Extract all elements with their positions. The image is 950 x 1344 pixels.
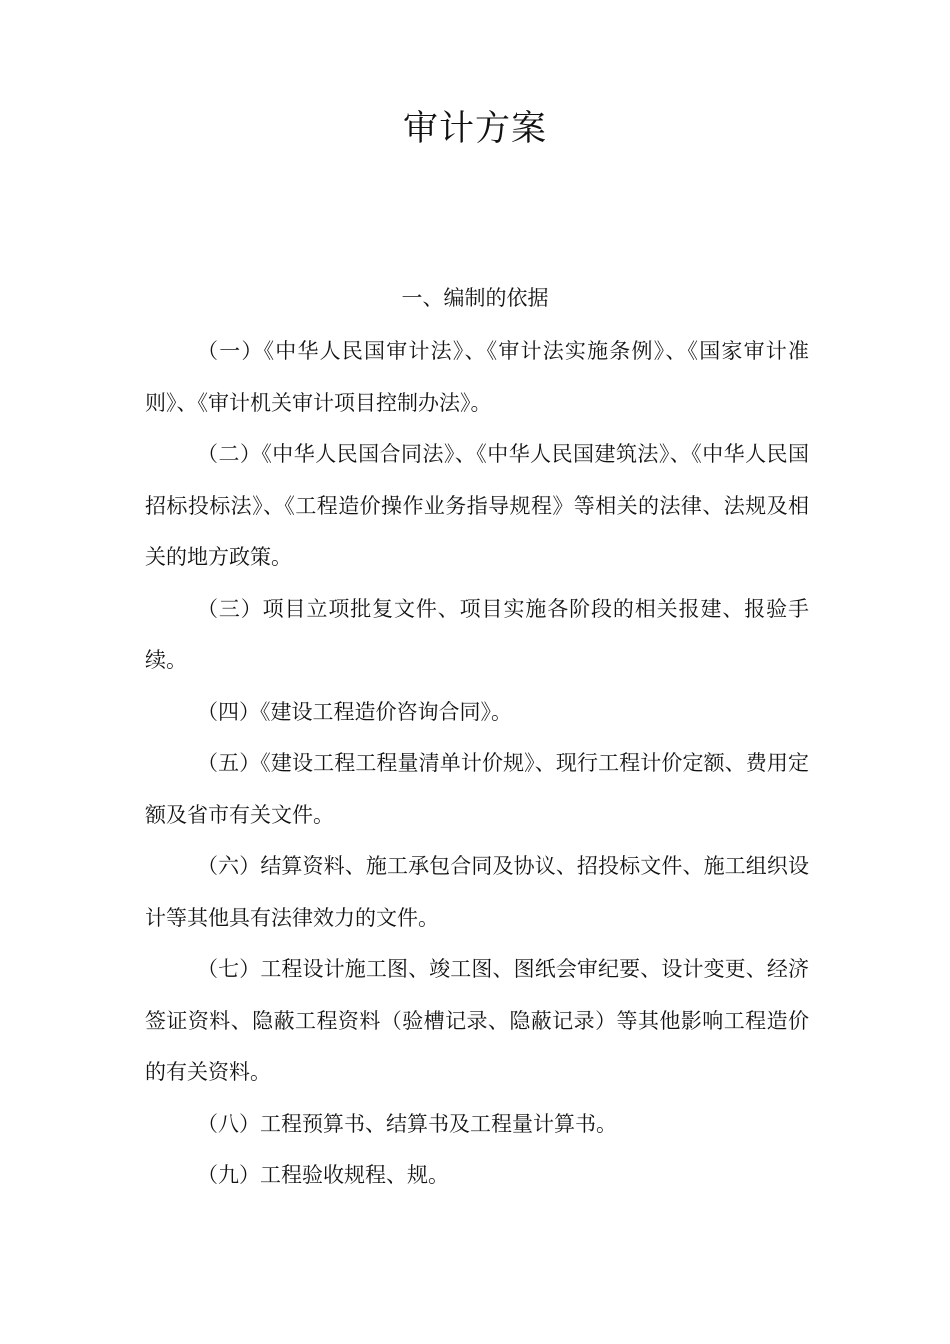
paragraph-1: （一）《中华人民国审计法》、《审计法实施条例》、《国家审计准则》、《审计机关审计项目控制办法》。 [145, 339, 809, 415]
paragraph-2: （二）《中华人民国合同法》、《中华人民国建筑法》、《中华人民国招标投标法》、《工程造价操作业务指导规程》等相关的法律、法规及相关的地方政策。 [145, 442, 809, 569]
paragraph-9: （九）工程验收规程、规。 [197, 1163, 449, 1187]
paragraph-4: （四）《建设工程造价咨询合同》。 [197, 699, 512, 724]
paragraph-7: （七）工程设计施工图、竣工图、图纸会审纪要、设计变更、经济签证资料、隐蔽工程资料（验槽记录、隐蔽记录）等其他影响工程造价的有关资料。 [145, 957, 809, 1084]
paragraph-6: （六）结算资料、施工承包合同及协议、招投标文件、施工组织设计等其他具有法律效力的文件。 [145, 854, 809, 930]
paragraph-8: （八）工程预算书、结算书及工程量计算书。 [197, 1111, 617, 1136]
document-title: 审计方案 [402, 109, 547, 149]
section-heading: 一、编制的依据 [401, 286, 549, 310]
body-text [145, 326, 809, 1202]
paragraph-3: （三）项目立项批复文件、项目实施各阶段的相关报建、报验手续。 [145, 596, 809, 672]
paragraph-5: （五）《建设工程工程量清单计价规》、现行工程计价定额、费用定额及省市有关文件。 [145, 751, 809, 827]
